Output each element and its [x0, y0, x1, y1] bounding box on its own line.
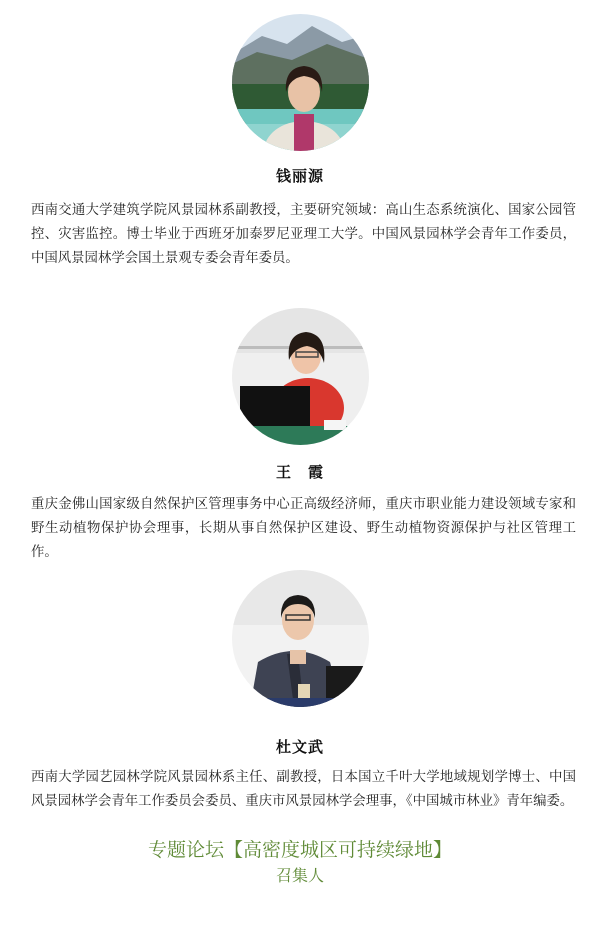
speaker-bio: 重庆金佛山国家级自然保护区管理事务中心正高级经济师，重庆市职业能力建设领域专家和野生动植物保护协会理事，长期从事自然保护区建设、野生动植物资源保护与社区管理工作。 — [31, 497, 576, 560]
speaker-bio: 西南交通大学建筑学院风景园林系副教授，主要研究领域：高山生态系统演化、国家公园管控、灾害监控。博士毕业于西班牙加泰罗尼亚理工大学。中国风景园林学会青年工作委员，中国风景园林学会国土景观专委会青年委员。 — [31, 203, 576, 266]
speaker-name: 杜文武 — [275, 738, 324, 756]
speaker-name: 钱丽源 — [275, 167, 324, 185]
speaker-bio: 西南大学园艺园林学院风景园林系主任、副教授，日本国立千叶大学地域规划学博士、中国风景园林学会青年工作委员会委员、重庆市风景园林学会理事，《中国城市林业》青年编委。 — [31, 770, 576, 809]
speaker-name: 王 霞 — [275, 463, 324, 481]
forum-subtitle: 召集人 — [275, 866, 324, 885]
forum-title: 专题论坛【高密度城区可持续绿地】 — [147, 839, 452, 861]
avatar-photo-2 — [232, 308, 369, 445]
avatar-photo-1 — [232, 14, 369, 151]
avatar-photo-3 — [232, 570, 369, 707]
